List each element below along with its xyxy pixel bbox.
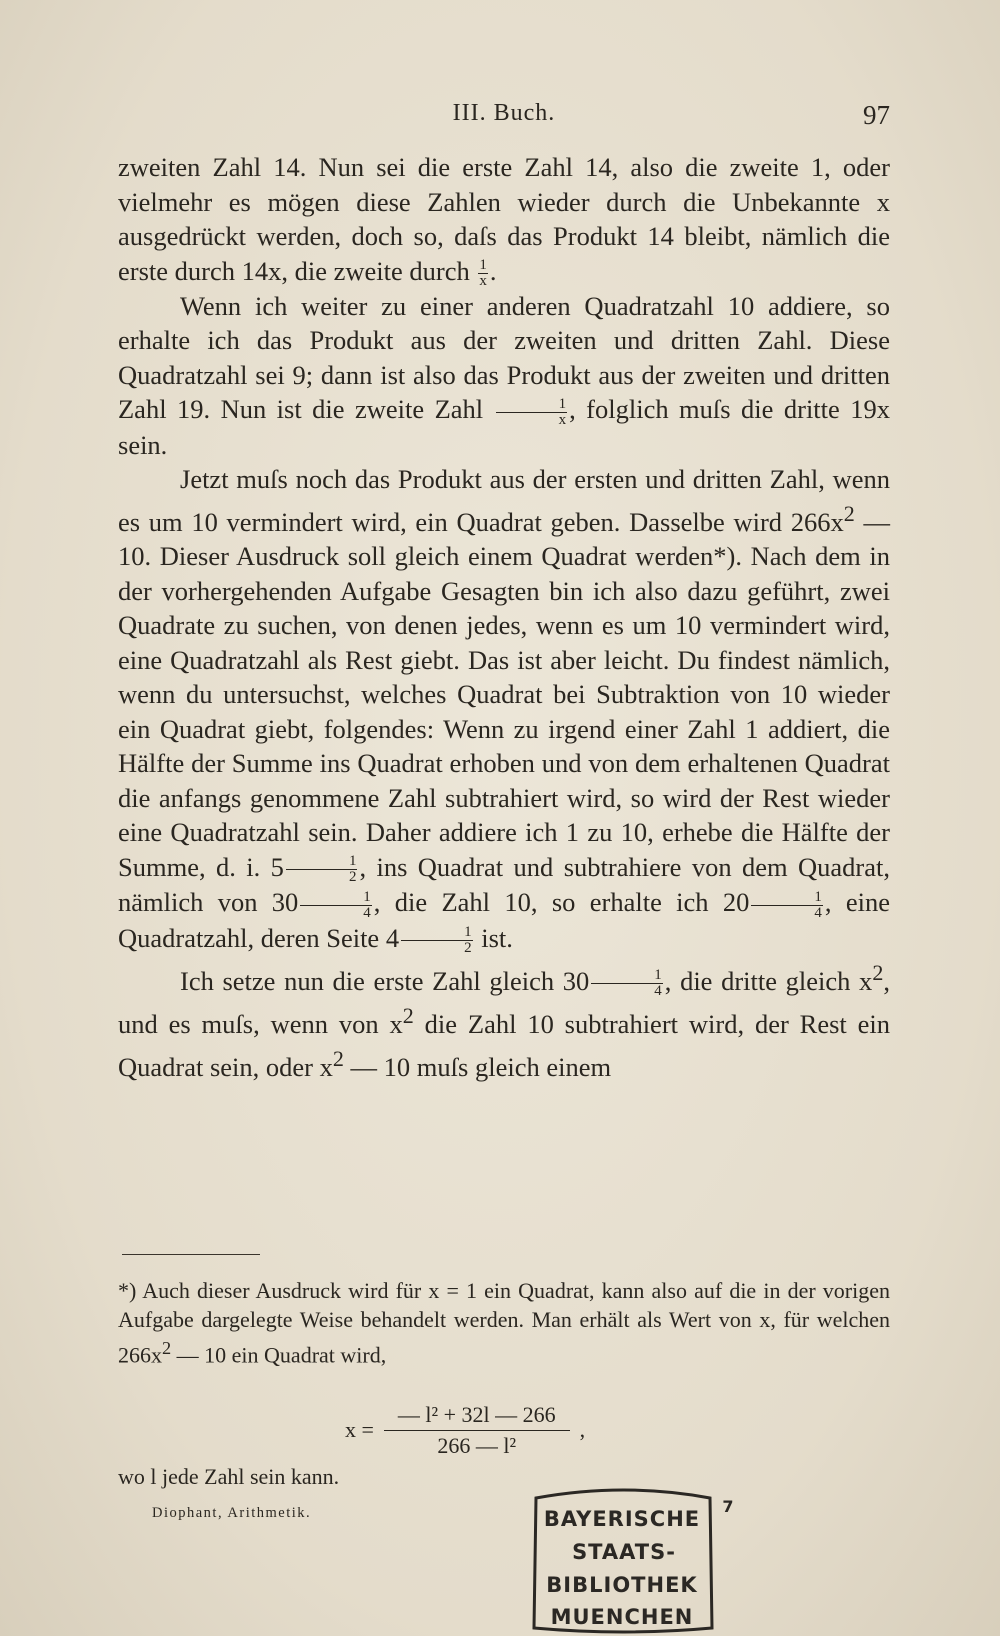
paragraph-1 — [118, 150, 890, 289]
printer-signature: Diophant, Arithmetik. — [152, 1505, 312, 1521]
stamp-line-1: BAYERISCHE — [543, 1507, 701, 1531]
fraction-denominator: x — [479, 272, 487, 289]
fraction-denominator: 4 — [654, 983, 662, 1000]
stamp-line-2: STAATS- — [572, 1540, 676, 1564]
formula-denominator: 266 — l² — [437, 1432, 517, 1458]
text-run: . Nach dem in der vorhergehenden Aufgabe Gesagten bin ich also dazu geführt, zwei Quadrate zu suchen, von denen jedes, wenn es um 10 vermindert wird, eine Quadratzahl als Rest giebt. Das ist aber leicht. Du findest nämlich, wenn du untersuchst, welches Quadrat bei Subtraktion von 10 wieder ein Quadrat giebt, folgendes: Wenn zu irgend einer Zahl 1 addiert, die Hälfte der Summe ins Quadrat erhoben und von dem erhaltenen Quadrat die anfangs genommene Zahl subtrahiert wird, so wird der Rest wieder eine Quadratzahl sein. Daher addiere ich 1 zu 10, erhebe die Hälfte der Summe, d. i. 5 — [118, 541, 890, 882]
text-run: , folglich muſs die dritte 19x sein. — [118, 394, 890, 460]
superscript: 2 — [332, 1045, 344, 1071]
fraction-denominator: x — [558, 411, 567, 428]
footnote-text — [118, 1276, 890, 1369]
text-run: — 10 muſs gleich einem — [343, 1051, 612, 1082]
text-run: , ins Quadrat und subtrahiere von dem Quadrat, nämlich von 30 — [118, 851, 890, 918]
text-run: , die dritte gleich x — [664, 965, 873, 996]
fraction — [478, 258, 488, 289]
formula-lhs: x = — [345, 1417, 374, 1442]
fraction-numerator: 1 — [401, 925, 473, 941]
fraction — [286, 854, 358, 885]
running-title: III. Buch. — [452, 100, 556, 126]
fraction — [401, 925, 473, 956]
fraction-numerator: 1 — [496, 397, 568, 413]
fraction-numerator: 1 — [286, 854, 358, 870]
footnote-divider — [122, 1254, 260, 1255]
fraction — [496, 397, 568, 428]
stamp-line-4: MUENCHEN — [550, 1605, 694, 1629]
fraction-denominator: 2 — [464, 939, 472, 956]
text-run: , und es muſs, wenn von x — [118, 965, 890, 1040]
footnote-formula — [345, 1394, 585, 1466]
fraction-numerator: 1 — [591, 968, 663, 984]
text-run: ist. — [474, 922, 513, 953]
stamp-line-3: BIBLIOTHEK — [546, 1573, 698, 1597]
fraction-numerator: 1 — [751, 890, 823, 906]
fraction-numerator: 1 — [300, 890, 372, 906]
text-run: — 10 ein Quadrat wird, — [171, 1342, 387, 1368]
fraction — [300, 890, 372, 921]
fraction-denominator: 4 — [363, 904, 371, 921]
fraction — [591, 968, 663, 999]
superscript: 2 — [402, 1003, 414, 1029]
footnote — [118, 1276, 890, 1369]
text-run: — 10. Dieser Ausdruck soll gleich einem Quadrat werden — [118, 506, 890, 572]
superscript: 2 — [843, 500, 855, 526]
fraction — [751, 890, 823, 921]
paragraph-4 — [118, 956, 890, 1084]
text-run: Wenn ich weiter zu einer anderen Quadratzahl 10 addiere, so erhalte ich das Produkt aus der zweiten und dritten Zahl. Diese Quadratzahl sei 9; dann ist also das Produkt aus der zweiten und dritten Zahl 19. Nun ist die zweite Zahl — [118, 290, 890, 425]
paragraph-3 — [118, 462, 890, 956]
text-run: , die Zahl 10, so erhalte ich 20 — [373, 887, 750, 918]
text-run: Ich setze nun die erste Zahl gleich 30 — [180, 965, 590, 996]
superscript: 2 — [162, 1338, 172, 1358]
fraction-numerator: 1 — [479, 256, 487, 273]
paragraph-2 — [118, 289, 890, 462]
formula-numerator: — l² + 32l — 266 — [384, 1400, 570, 1431]
page-header — [118, 100, 890, 134]
superscript: 2 — [872, 959, 884, 985]
text-run: *) Auch dieser Ausdruck wird für x = 1 ein Quadrat, kann also auf die in der vorigen Aufgabe dargelegte Weise behandelt werden. Man erhält als Wert von x, für welchen 266x — [118, 1278, 890, 1368]
formula-fraction — [384, 1400, 570, 1461]
library-stamp — [514, 1478, 738, 1636]
text-run: Jetzt muſs noch das Produkt aus der ersten und dritten Zahl, wenn es um 10 vermindert wird, ein Quadrat geben. Dasselbe wird 266x — [118, 464, 890, 537]
fraction-denominator: 2 — [348, 869, 357, 886]
text-run: . — [489, 255, 497, 286]
text-run: zweiten Zahl 14. Nun sei die erste Zahl 14, also die zweite 1, oder vielmehr es mögen diese Zahlen wieder durch die Unbekannte x ausgedrückt werden, doch so, daſs das Produkt 14 bleibt, nämlich die erste durch 14x, die zweite durch — [118, 152, 890, 286]
text-run: die Zahl 10 subtrahiert wird, der Rest ein Quadrat sein, oder x — [118, 1009, 890, 1082]
body-text — [118, 150, 890, 1084]
footnote-marker: *) — [713, 541, 736, 572]
page-number: 97 — [863, 100, 890, 130]
formula-trailing-comma: , — [579, 1417, 586, 1442]
stamp-side-mark: 7 — [722, 1497, 734, 1516]
footnote-closing-line: wo l jede Zahl sein kann. — [118, 1464, 340, 1489]
fraction-denominator: 4 — [814, 904, 822, 921]
text-run: , eine Quadratzahl, deren Seite 4 — [118, 887, 890, 953]
